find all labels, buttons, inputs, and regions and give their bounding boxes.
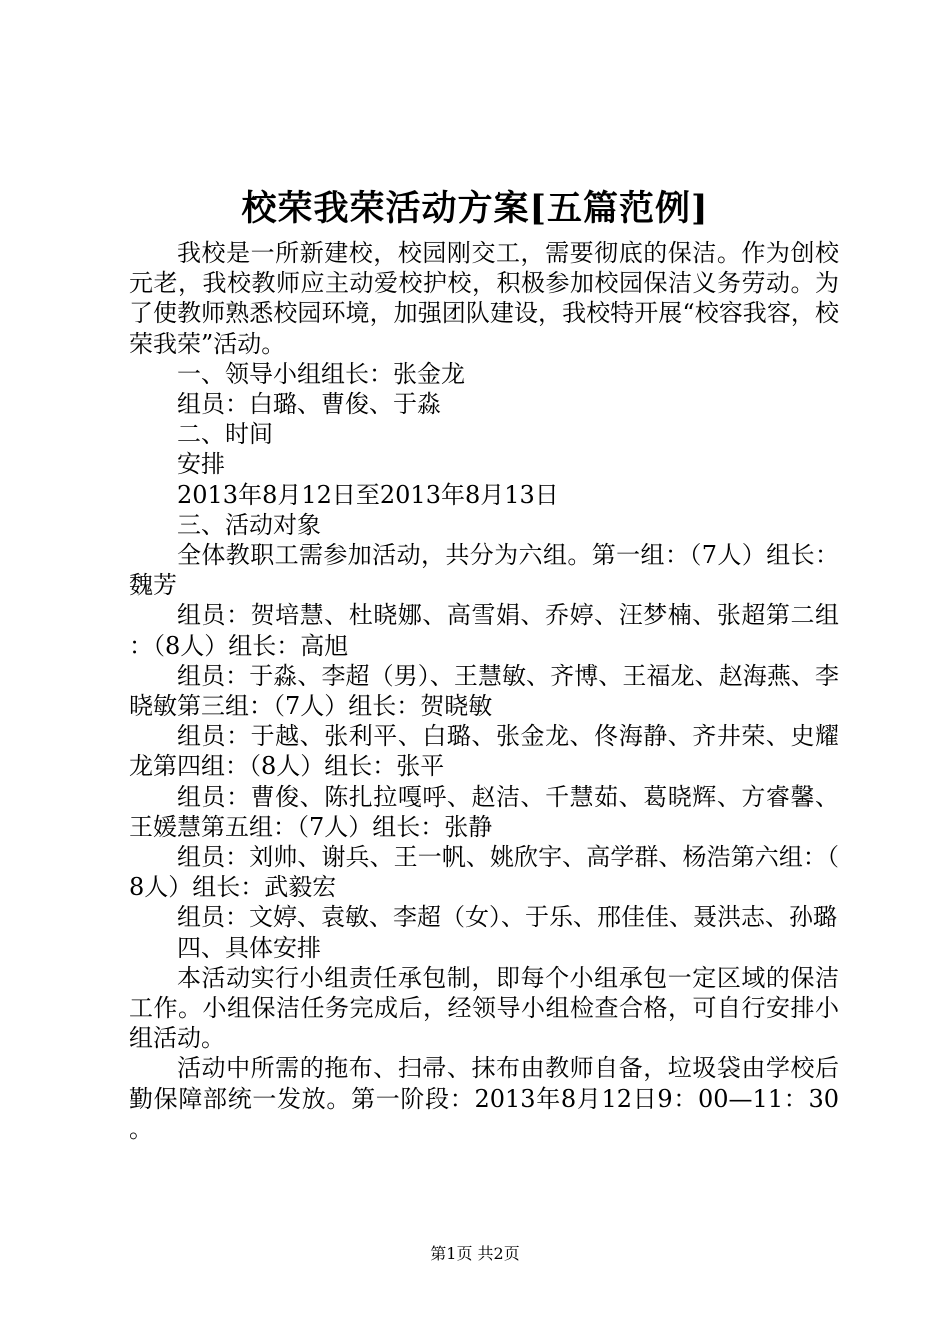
paragraph-time-heading: 二、时间 [177,420,273,449]
paragraph-group-members-2: 组员：于淼、李超（男）、王慧敏、齐博、王福龙、赵海燕、李晓敏第三组：（7人）组长：贺晓敏 [129,661,839,721]
paragraph-arrangement-heading: 四、具体安排 [177,933,321,962]
paragraph-group-members-4: 组员：曹俊、陈扎拉嘎呼、赵洁、千慧茹、葛晓辉、方睿馨、王媛慧第五组：（7人）组长：张静 [129,782,839,841]
paragraph-group-members-3: 组员：于越、张利平、白璐、张金龙、佟海静、齐井荣、史耀龙第四组：（8人）组长：张平 [129,722,839,781]
paragraph-group-members-1: 组员：贺培慧、杜晓娜、高雪娟、乔婷、汪梦楠、张超第二组：（8人）组长：高旭 [129,601,839,660]
page-number: 第1页 [430,1244,473,1263]
paragraph-date-range: 2013年8月12日至2013年8月13日 [177,480,559,509]
paragraph-leadership-members: 组员：白璐、曹俊、于淼 [177,390,441,419]
paragraph-group-members-5: 组员：刘帅、谢兵、王一帆、姚欣宇、高学群、杨浩第六组：（8人）组长：武毅宏 [129,843,839,902]
paragraph-groups-intro: 全体教职工需参加活动，共分为六组。第一组：（7人）组长：魏芳 [129,541,839,600]
document-title: 校荣我荣活动方案[五篇范例] [241,188,709,229]
paragraph-responsibility: 本活动实行小组责任承包制，即每个小组承包一定区域的保洁工作。小组保洁任务完成后，经领导小组检查合格，可自行安排小组活动。 [129,963,839,1053]
document-body [129,238,839,1144]
paragraph-supplies-phase-one: 活动中所需的拖布、扫帚、抹布由教师自备，垃圾袋由学校后勤保障部统一发放。第一阶段：2013年8月12日9：00—11：30。 [129,1054,839,1143]
page-footer [0,1243,950,1265]
page-total: 共2页 [477,1244,520,1263]
paragraph-schedule-label: 安排 [177,450,225,479]
paragraph-group-members-6: 组员：文婷、袁敏、李超（女）、于乐、邢佳佳、聂洪志、孙璐 [177,903,837,932]
paragraph-intro: 我校是一所新建校，校园刚交工，需要彻底的保洁。作为创校元老，我校教师应主动爱校护校，积极参加校园保洁义务劳动。为了使教师熟悉校园环境，加强团队建设，我校特开展“校容我容，校荣我荣”活动。 [129,239,839,358]
paragraph-leadership-group: 一、领导小组组长：张金龙 [177,359,465,388]
paragraph-audience-heading: 三、活动对象 [177,510,321,539]
